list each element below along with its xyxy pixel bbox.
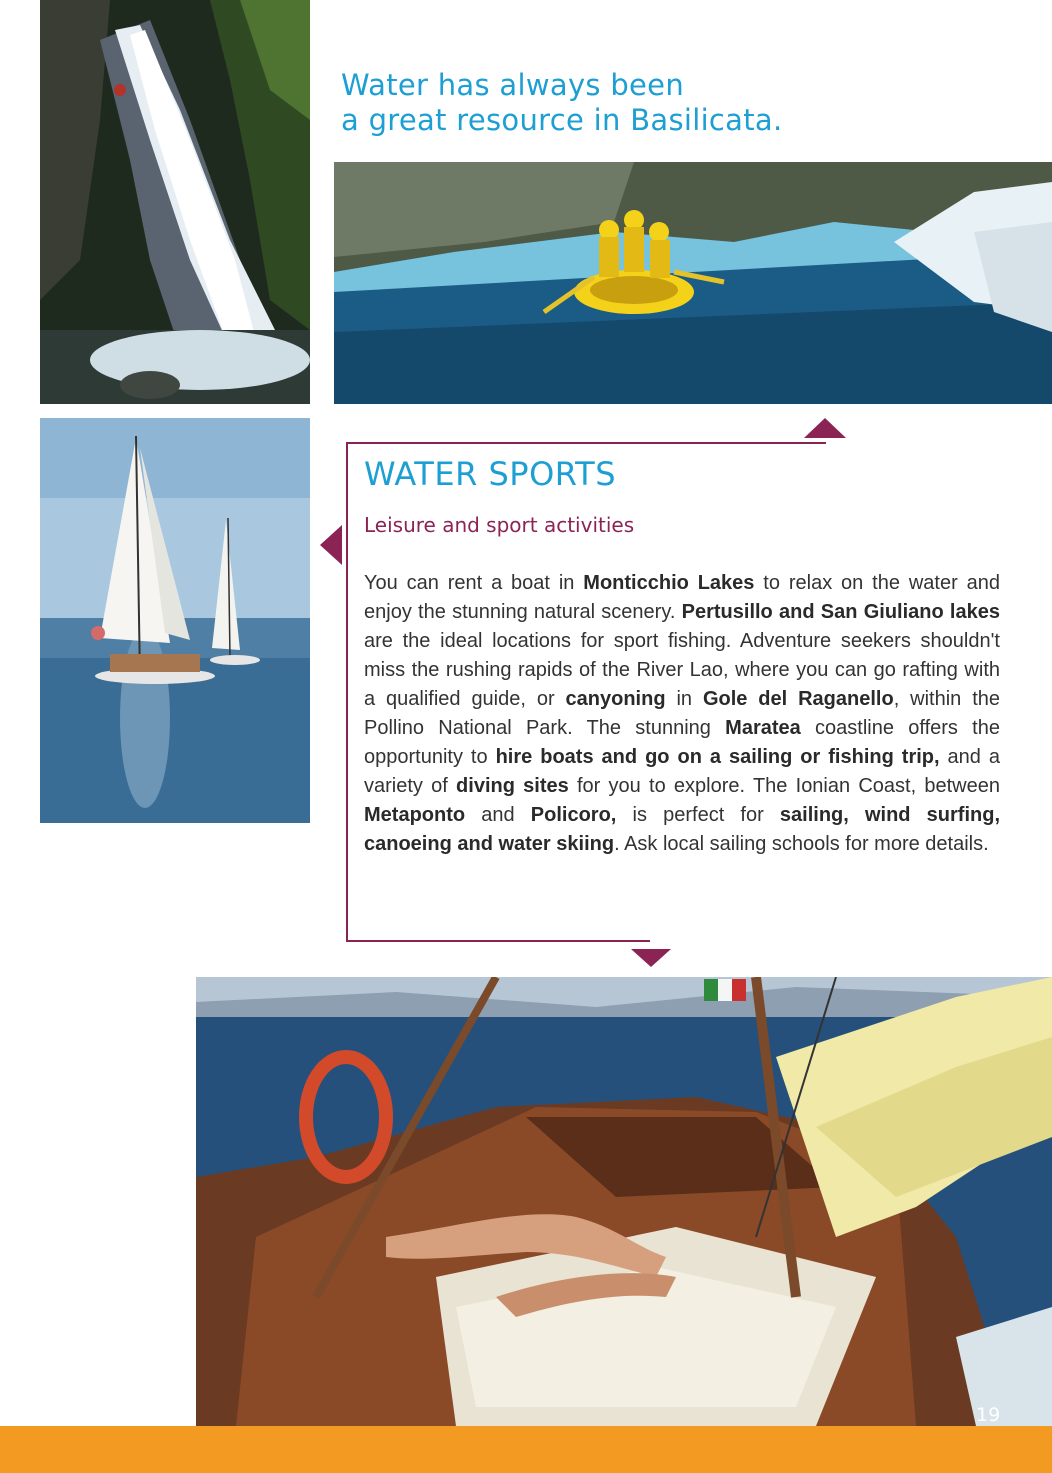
catamaran-photo: [40, 418, 310, 823]
body-bold-run: Policoro,: [530, 804, 617, 826]
arrow-up-icon: [804, 418, 846, 438]
body-paragraph: [364, 569, 1000, 859]
headline-line-1: Water has always been: [341, 68, 684, 102]
body-bold-run: Pertusillo and San Giuliano lakes: [681, 601, 1000, 623]
arrow-down-icon: [631, 949, 671, 967]
section-title: WATER SPORTS: [364, 455, 617, 493]
page-number: 19: [976, 1404, 1001, 1426]
body-bold-run: Metaponto: [364, 804, 466, 826]
frame-left-line: [346, 442, 348, 940]
body-bold-run: canyoning: [565, 688, 666, 710]
body-text-run: , within the Pollino National Park. The stunning: [364, 688, 1000, 739]
body-text-run: in: [665, 688, 703, 710]
body-text-run: is perfect for: [616, 804, 780, 826]
body-text-run: coastline offers the opportunity to: [364, 717, 1000, 768]
body-text-run: and: [465, 804, 531, 826]
body-bold-run: Gole del Raganello: [702, 688, 894, 710]
body-text-run: to relax on the water and enjoy the stunning natural scenery.: [364, 572, 1000, 623]
body-text-run: are the ideal locations for sport fishing. Adventure seekers shouldn't miss the rushing rapids of the River Lao, where you can go rafting with a qualified guide, or: [364, 630, 1000, 710]
rafting-photo: [334, 162, 1052, 404]
body-text-run: for you to explore. The Ionian Coast, between: [568, 775, 1000, 797]
body-text-run: and a variety of: [364, 746, 1000, 797]
frame-top-line: [346, 442, 826, 444]
body-bold-run: sailing, wind surfing, canoeing and water skiing: [364, 804, 1000, 855]
body-text-run: . Ask local sailing schools for more details.: [614, 833, 989, 855]
body-bold-run: Monticchio Lakes: [583, 572, 755, 594]
body-bold-run: hire boats and go on a sailing or fishing trip,: [495, 746, 940, 768]
footer-bar: [0, 1426, 1052, 1473]
body-text-run: You can rent a boat in: [364, 572, 584, 594]
body-bold-run: Maratea: [725, 717, 801, 739]
frame-bottom-line: [346, 940, 650, 942]
headline: [341, 68, 901, 138]
waterfall-photo: [40, 0, 310, 404]
sailboat-deck-photo: [196, 977, 1052, 1426]
section-subtitle: Leisure and sport activities: [364, 513, 635, 537]
headline-line-2: a great resource in Basilicata.: [341, 103, 783, 137]
body-bold-run: diving sites: [456, 775, 569, 797]
arrow-left-icon: [320, 525, 342, 565]
